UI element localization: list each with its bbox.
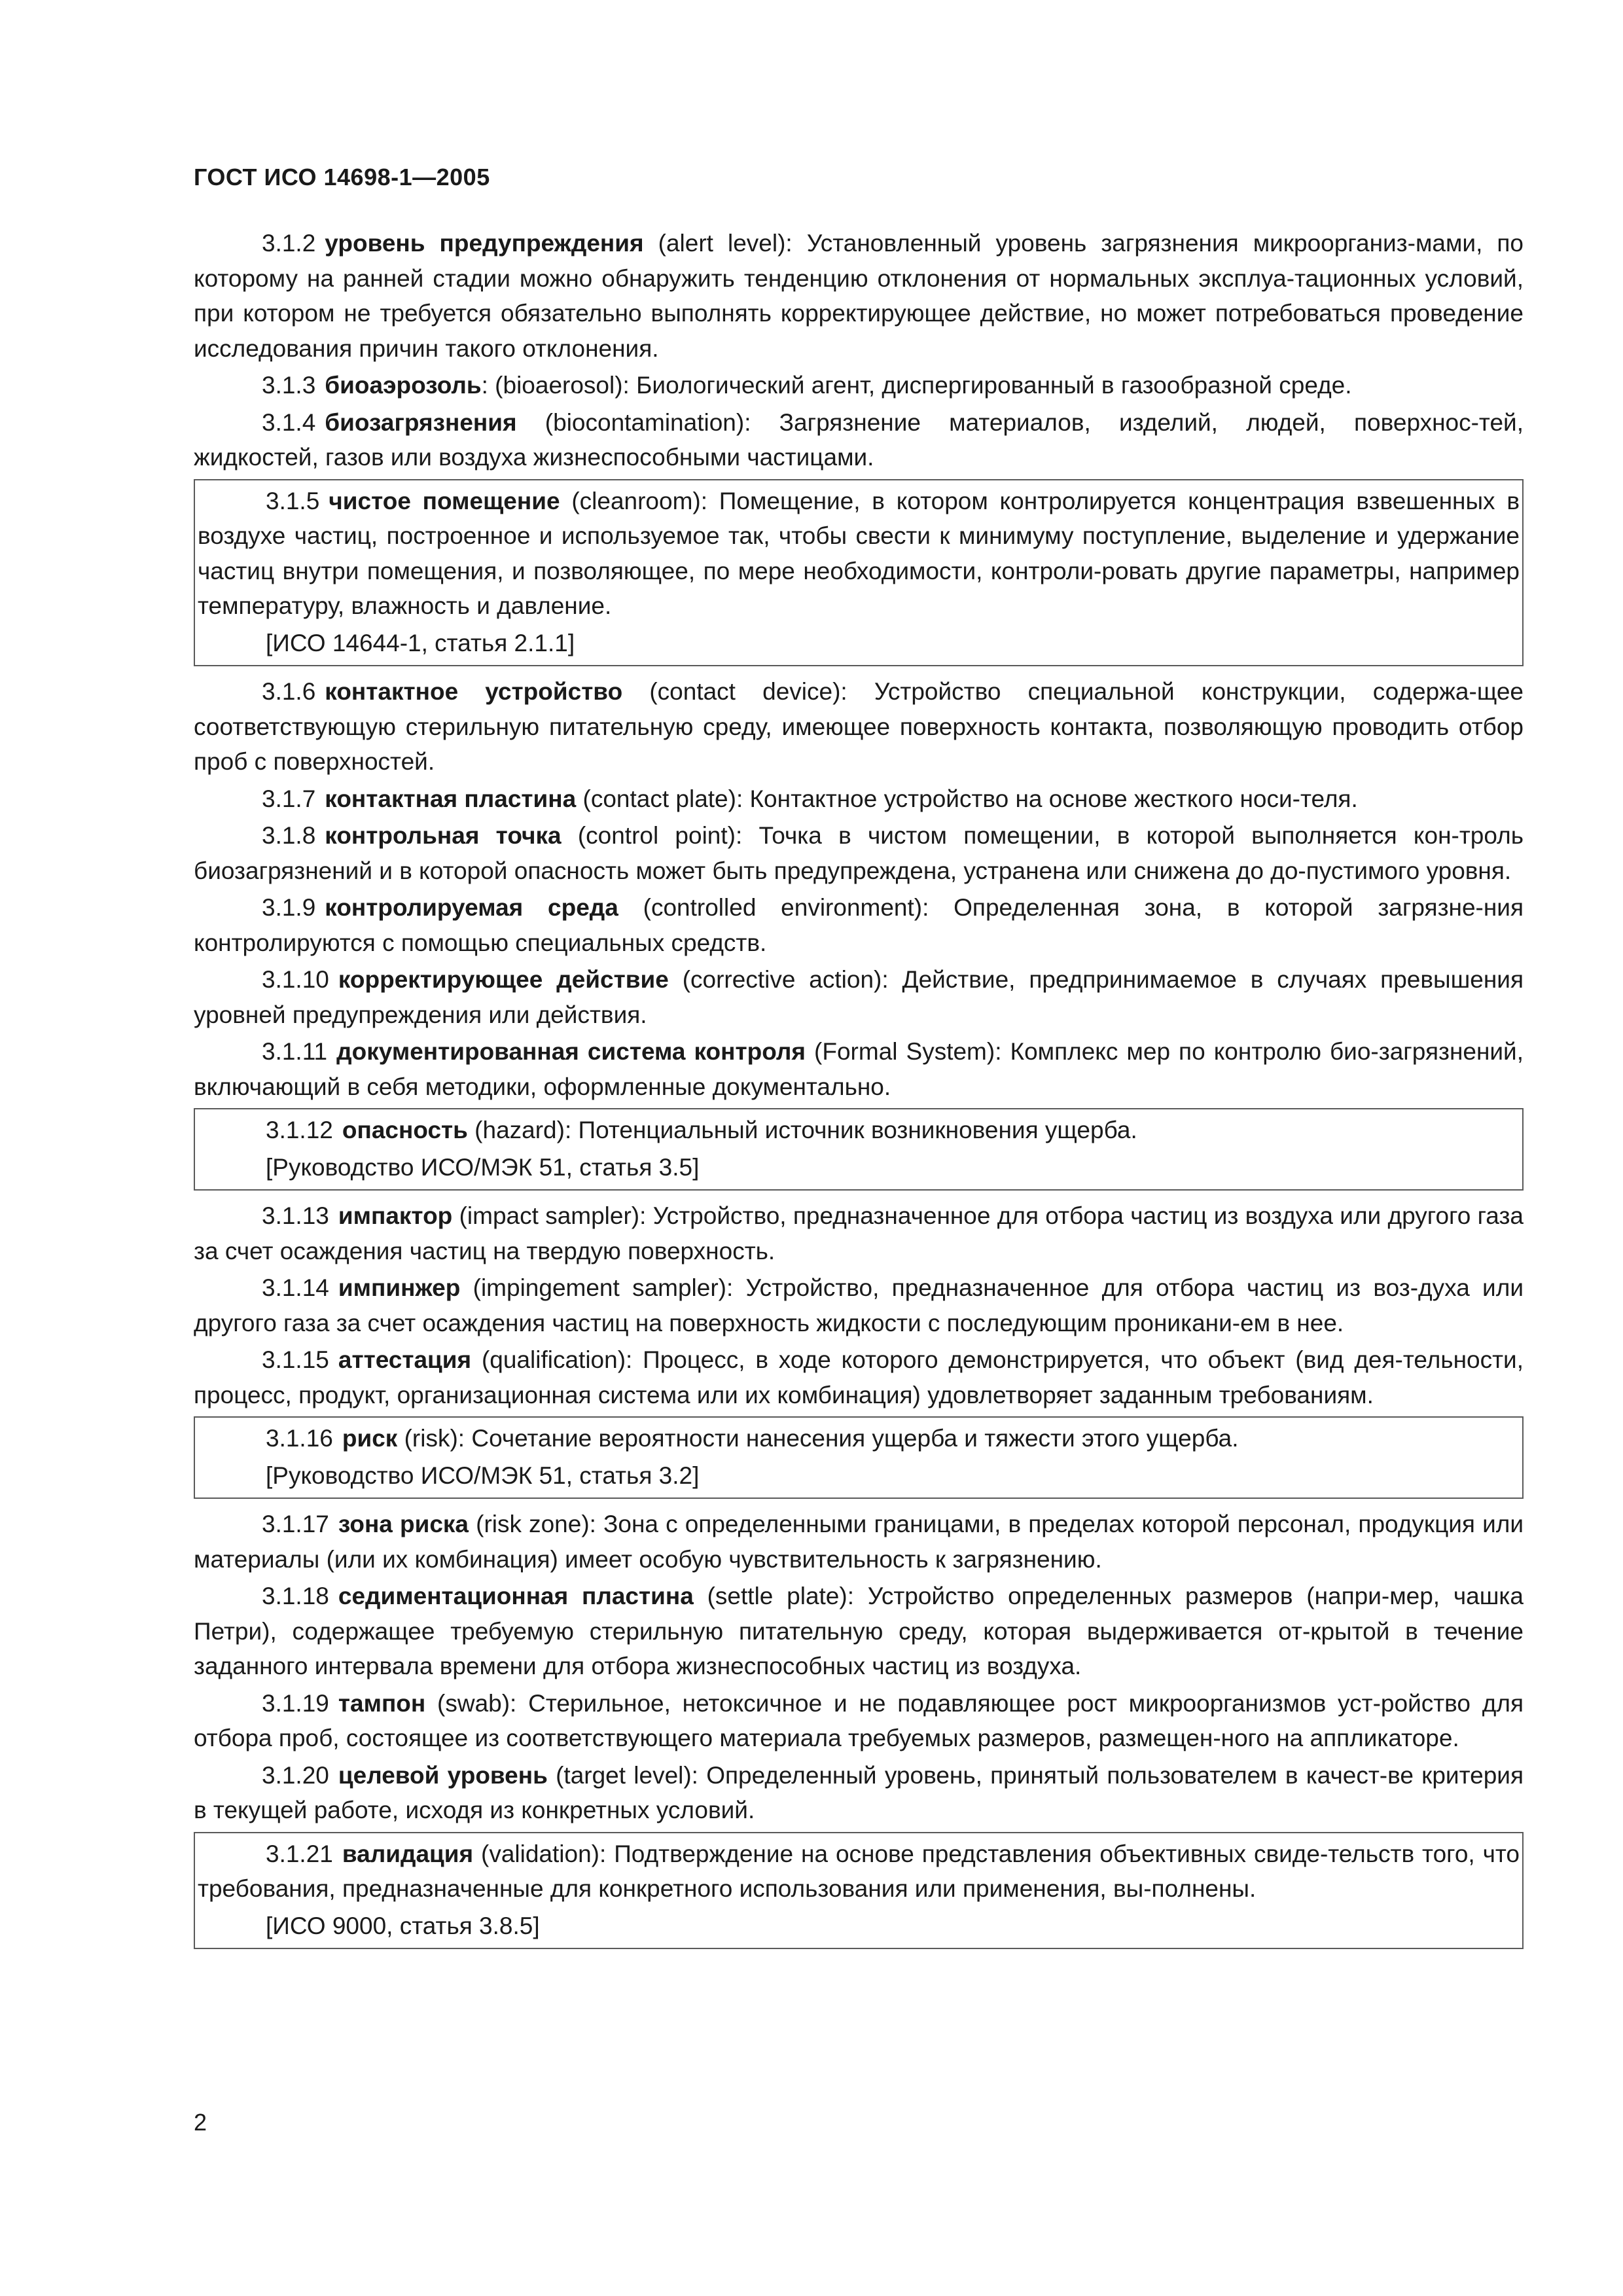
entry-text: (controlled environment): Определенная зона, в которой загрязне-ния контролируются с помощью специальных средств. <box>194 894 1524 956</box>
definition-entry <box>195 1421 1522 1456</box>
entry-term: контрольная точка <box>325 822 562 849</box>
reference-citation: [Руководство ИСО/МЭК 51, статья 3.5] <box>266 1153 700 1181</box>
entry-term: импактор <box>338 1202 453 1229</box>
definition-entry <box>195 1113 1522 1148</box>
entry-number: 3.1.14 <box>262 1274 329 1301</box>
entry-number: 3.1.6 <box>262 678 316 705</box>
definition-entry <box>194 818 1524 888</box>
entry-term: уровень предупреждения <box>325 230 644 257</box>
entry-number: 3.1.3 <box>262 372 316 399</box>
entry-text: (risk zone): Зона с определенными границами, в пределах которой персонал, продукция или материалы (или их комбинация) имеет особую чувствительность к загрязнению. <box>194 1511 1524 1573</box>
entry-text: (contact device): Устройство специальной конструкции, содержа-щее соответствующую стерильную питательную среду, имеющее поверхность контакта, позволяющую проводить отбор проб с поверхностей. <box>194 678 1524 775</box>
boxed-definition <box>194 1832 1524 1950</box>
entry-number: 3.1.18 <box>262 1583 329 1609</box>
entry-term: корректирующее действие <box>338 966 669 993</box>
entry-term: биозагрязнения <box>325 408 517 436</box>
entry-text: (Formal System): Комплекс мер по контролю био-загрязнений, включающий в себя методики, оформленные документально. <box>194 1038 1524 1100</box>
entry-number: 3.1.9 <box>262 894 316 921</box>
entry-term: риск <box>342 1425 398 1452</box>
entry-text: (target level): Определенный уровень, принятый пользователем в качест-ве критерия в текущей работе, исходя из конкретных условий. <box>194 1761 1524 1823</box>
entry-number: 3.1.13 <box>262 1202 329 1229</box>
entry-text: : (bioaerosol): Биологический агент, диспергированный в газообразной среде. <box>481 372 1352 399</box>
definition-entry <box>194 1579 1524 1684</box>
definition-entry <box>194 1198 1524 1268</box>
entry-term: валидация <box>342 1840 474 1867</box>
boxed-definition <box>194 479 1524 667</box>
definition-entry <box>194 1270 1524 1340</box>
entry-text: (alert level): Установленный уровень загрязнения микроорганиз-мами, по которому на ранней стадии можно обнаружить тенденцию отклонения от нормальных эксплуа-тационных условий, при котором не требуется обязательно выполнять корректирующее действие, но может потребоваться проведение исследования причин такого отклонения. <box>194 230 1524 362</box>
entry-number: 3.1.2 <box>262 230 316 257</box>
entry-term: контактная пластина <box>325 785 577 812</box>
entry-number: 3.1.21 <box>266 1840 333 1867</box>
boxed-definition <box>194 1416 1524 1499</box>
entry-text: (corrective action): Действие, предпринимаемое в случаях превышения уровней предупреждения или действия. <box>194 966 1524 1028</box>
entry-term: контролируемая среда <box>325 894 618 921</box>
entry-text: (settle plate): Устройство определенных размеров (напри-мер, чашка Петри), содержащее требуемую стерильную питательную среду, которая выдерживается от-крытой в течение заданного интервала времени для отбора жизнеспособных частиц из воздуха. <box>194 1583 1524 1679</box>
entry-number: 3.1.11 <box>262 1038 328 1065</box>
entry-text: (impact sampler): Устройство, предназначенное для отбора частиц из воздуха или другого газа за счет осаждения частиц на твердую поверхность. <box>194 1202 1524 1265</box>
entry-text: (contact plate): Контактное устройство на основе жесткого носи-теля. <box>576 785 1358 812</box>
entry-term: контактное устройство <box>325 678 623 705</box>
entry-number: 3.1.5 <box>266 487 320 514</box>
entry-term: чистое помещение <box>329 487 560 514</box>
definition-entry <box>194 1034 1524 1104</box>
definition-entry <box>194 890 1524 960</box>
standard-header: ГОСТ ИСО 14698-1—2005 <box>194 164 490 190</box>
entry-term: биоаэрозоль <box>325 372 482 399</box>
entry-text: (swab): Стерильное, нетоксичное и не подавляющее рост микроорганизмов уст-ройство для отбора проб, состоящее из соответствующего материала требуемых размеров, размещен-ного на аппликаторе. <box>194 1689 1524 1751</box>
definition-entry <box>195 484 1522 624</box>
entry-number: 3.1.16 <box>266 1425 333 1452</box>
definition-entry <box>194 405 1524 475</box>
entry-text: (control point): Точка в чистом помещении, в которой выполняется кон-троль биозагрязнений и в которой опасность может быть предупреждена, устранена или снижена до до-пустимого уровня. <box>194 822 1524 884</box>
reference-citation: [ИСО 14644-1, статья 2.1.1] <box>266 629 575 656</box>
entry-term: целевой уровень <box>338 1761 548 1789</box>
definitions-list <box>194 226 1524 1957</box>
entry-term: документированная система контроля <box>336 1038 806 1065</box>
entry-number: 3.1.20 <box>262 1761 329 1789</box>
entry-number: 3.1.7 <box>262 785 316 812</box>
entry-text: (qualification): Процесс, в ходе которого демонстрируется, что объект (вид дея-тельности, процесс, продукт, организационная система или их комбинация) удовлетворяет заданным требованиям. <box>194 1346 1524 1408</box>
entry-text: (hazard): Потенциальный источник возникновения ущерба. <box>467 1117 1137 1143</box>
entry-text: (biocontamination): Загрязнение материалов, изделий, людей, поверхнос-тей, жидкостей, газов или воздуха жизнеспособными частицами. <box>194 408 1524 471</box>
entry-number: 3.1.12 <box>266 1117 333 1143</box>
entry-term: аттестация <box>338 1346 472 1373</box>
entry-text: (impingement sampler): Устройство, предназначенное для отбора частиц из воз-духа или другого газа за счет осаждения частиц на поверхность жидкости с последующим проникани-ем в нее. <box>194 1274 1524 1336</box>
definition-entry <box>194 1758 1524 1828</box>
definition-entry <box>194 368 1524 403</box>
entry-number: 3.1.15 <box>262 1346 329 1373</box>
reference-citation: [ИСО 9000, статья 3.8.5] <box>266 1912 540 1939</box>
definition-entry <box>194 962 1524 1032</box>
definition-entry <box>194 1686 1524 1756</box>
boxed-definition <box>194 1108 1524 1191</box>
entry-text: (validation): Подтверждение на основе представления объективных свиде-тельств того, что требования, предназначенные для конкретного использования или применения, вы-полнены. <box>198 1840 1520 1902</box>
entry-number: 3.1.8 <box>262 822 316 849</box>
entry-number: 3.1.4 <box>262 408 316 436</box>
definition-entry <box>194 781 1524 817</box>
entry-text: (cleanroom): Помещение, в котором контролируется концентрация взвешенных в воздухе частиц, построенное и используемое так, чтобы свести к минимуму поступление, выделение и удержание частиц внутри помещения, и позволяющее, по мере необходимости, контроли-ровать другие параметры, например температуру, влажность и давление. <box>198 487 1520 619</box>
entry-number: 3.1.19 <box>262 1689 329 1717</box>
entry-term: зона риска <box>338 1511 469 1537</box>
page-number: 2 <box>194 2109 207 2136</box>
entry-term: тампон <box>338 1689 426 1717</box>
definition-entry <box>194 1342 1524 1412</box>
definition-entry <box>195 1837 1522 1907</box>
definition-entry <box>194 674 1524 780</box>
entry-term: импинжер <box>338 1274 461 1301</box>
entry-text: (risk): Сочетание вероятности нанесения ущерба и тяжести этого ущерба. <box>397 1425 1239 1452</box>
entry-term: седиментационная пластина <box>338 1583 694 1609</box>
entry-term: опасность <box>342 1117 468 1143</box>
definition-entry <box>194 226 1524 366</box>
entry-number: 3.1.10 <box>262 966 329 993</box>
reference-citation: [Руководство ИСО/МЭК 51, статья 3.2] <box>266 1462 700 1489</box>
definition-entry <box>194 1507 1524 1577</box>
entry-number: 3.1.17 <box>262 1511 329 1537</box>
